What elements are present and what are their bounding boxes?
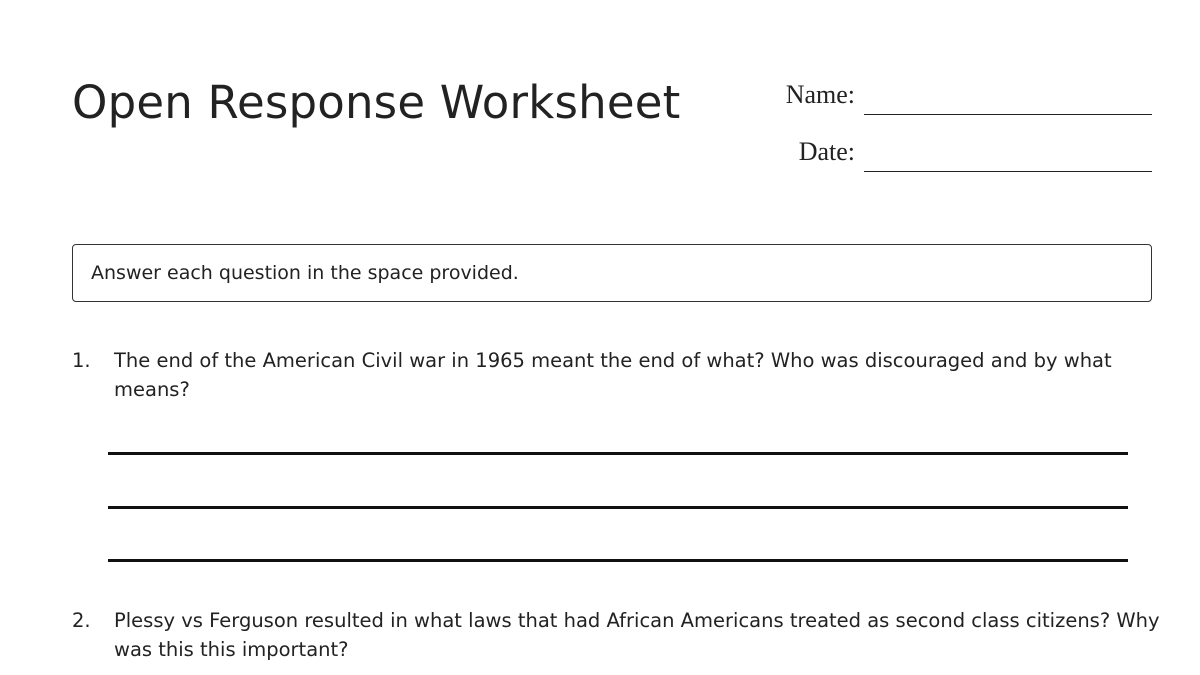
name-label: Name: — [785, 80, 855, 109]
date-blank-line[interactable] — [864, 171, 1152, 172]
worksheet-title: Open Response Worksheet — [72, 76, 681, 129]
question-2-text: Plessy vs Ferguson resulted in what laws that had African Americans treated as second class citizens? Why was this this important? — [114, 609, 1160, 661]
instructions-text: Answer each question in the space provided. — [91, 262, 519, 284]
answer-line-2[interactable] — [108, 506, 1128, 509]
instructions-box — [72, 244, 1152, 302]
question-1-number: 1. — [72, 349, 91, 372]
answer-line-1[interactable] — [108, 452, 1128, 455]
date-field[interactable] — [740, 135, 1152, 171]
question-1-text: The end of the American Civil war in 1965 meant the end of what? Who was discouraged and by what means? — [114, 349, 1112, 401]
name-blank-line[interactable] — [864, 114, 1152, 115]
question-2-number: 2. — [72, 609, 91, 632]
answer-line-3[interactable] — [108, 559, 1128, 562]
date-label: Date: — [798, 137, 855, 166]
name-field[interactable] — [740, 78, 1152, 114]
